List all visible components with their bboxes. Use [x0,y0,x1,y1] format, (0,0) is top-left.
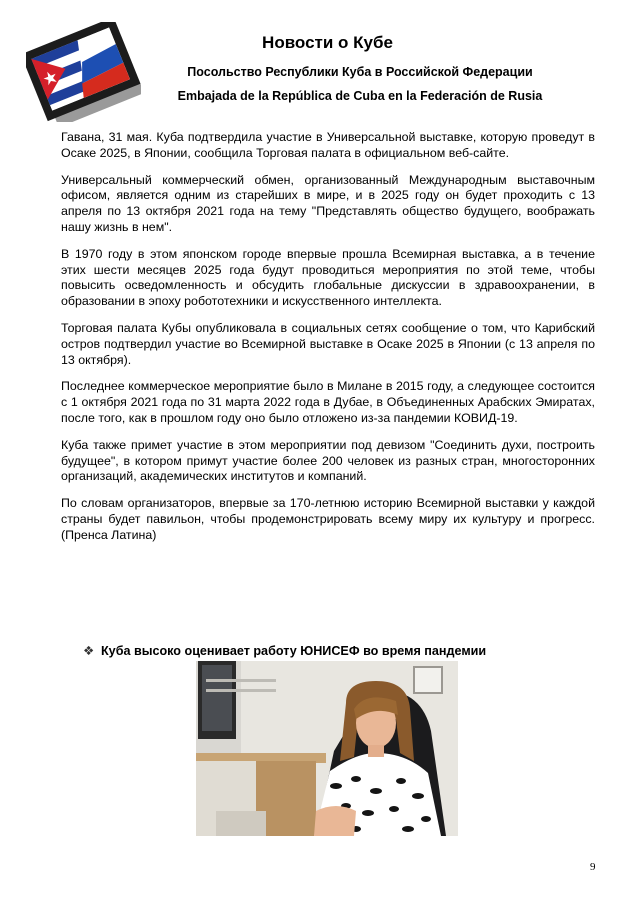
embassy-name-spanish: Embajada de la República de Cuba en la Federación de Rusia [177,89,543,103]
next-article-headline-text: Куба высоко оценивает работу ЮНИСЕФ во время пандемии [101,644,487,658]
page-number: 9 [590,861,596,873]
article-paragraph: В 1970 году в этом японском городе впервые прошла Всемирная выставка, а в течение этих шести месяцев 2025 года будут проводиться мероприятия по этой теме, чтобы повысить осведомленность и обсудить глобальные дискуссии в здравоохранении, в образовании в эпоху робототехники и искусственного интеллекта. [61,246,595,309]
article-paragraph: Гавана, 31 мая. Куба подтвердила участие в Универсальной выставке, которую проведут в Осаке 2025, в Японии, сообщила Торговая палата в официальном веб-сайте. [61,130,595,160]
article-paragraph: Последнее коммерческое мероприятие было в Милане в 2015 году, а следующее состоится с 1 октября 2021 года по 31 марта 2022 года в Дубае, в Объединенных Арабских Эмиратах, после того, как в прошлом году оно было отложено из-за пандемии КОВИД-19. [61,379,595,425]
article-body [61,130,595,555]
cuba-russia-flags-logo [26,22,141,122]
article-paragraph: Торговая палата Кубы опубликовала в социальных сетях сообщение о том, что Карибский остров подтвердил участие во Всемирной выставке в Осаке 2025 в Японии (с 13 апреля по 13 октября). [61,320,595,367]
woman-at-desk-photo [196,661,458,836]
page-title: Новости о Кубе [262,33,393,52]
diamond-bullet-icon: ❖ [83,644,95,658]
article-paragraph: По словам организаторов, впервые за 170-летнюю историю Всемирной выставки у каждой страны будет павильон, чтобы продемонстрировать всему миру их культуру и прогресс. (Пренса Латина) [61,496,595,542]
article-paragraph: Универсальный коммерческий обмен, организованный Международным выставочным офисом, является одним из старейших в мире, и в 2025 году он будет проходить с 13 апреля по 13 октября 2021 года на тему "Представлять общество будущего, воображать нашу жизнь в нем". [61,172,595,234]
embassy-name-russian: Посольство Республики Куба в Российской Федерации [187,65,533,79]
article-paragraph: Куба также примет участие в этом мероприятии под девизом "Соединить духи, построить будущее", в котором примут участие более 200 человек из разных стран, многосторонних организаций, академических институтов и компаний. [61,437,595,484]
next-article-headline [83,643,583,659]
